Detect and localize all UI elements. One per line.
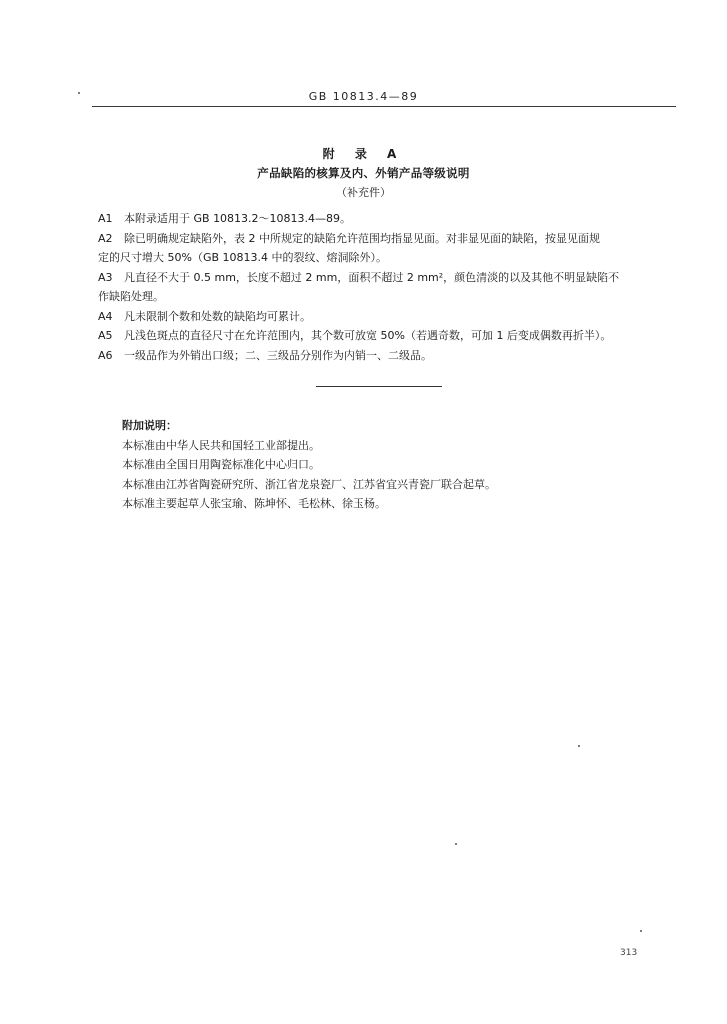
additional-note-line: 本标准由全国日用陶瓷标准化中心归口。 — [122, 458, 320, 471]
appendix-title: 附 录 A — [322, 147, 405, 161]
clause-text: 作缺陷处理。 — [98, 290, 164, 303]
clause-text: 定的尺寸增大 50%（GB 10813.4 中的裂纹、熔洞除外）。 — [98, 251, 387, 264]
additional-note-line: 本标准由江苏省陶瓷研究所、浙江省龙泉瓷厂、江苏省宜兴青瓷厂联合起草。 — [122, 477, 496, 491]
clause-text: 凡浅色斑点的直径尺寸在允许范围内，其个数可放宽 50%（若遇奇数，可加 1 后变成偶数再折半）。 — [124, 329, 612, 342]
header-rule — [92, 106, 676, 107]
appendix-note: （补充件） — [336, 186, 391, 199]
additional-notes — [122, 416, 642, 514]
additional-note-line: 本标准主要起草人张宝瑜、陈坤怀、毛松林、徐玉杨。 — [122, 497, 386, 510]
additional-note-line: 本标准由中华人民共和国轻工业部提出。 — [122, 438, 320, 452]
page-number: 313 — [620, 948, 638, 958]
clause-text: 凡直径不大于 0.5 mm，长度不超过 2 mm，面积不超过 2 mm²，颜色清淡的以及其他不明显缺陷不 — [124, 270, 620, 284]
clause-a6 — [98, 346, 670, 366]
clause-number: A6 — [98, 348, 113, 362]
clause-a1 — [98, 209, 670, 229]
appendix-subtitle: 产品缺陷的核算及内、外销产品等级说明 — [257, 166, 470, 180]
clause-text: 一级品作为外销出口级；二、三级品分别作为内销一、二级品。 — [124, 348, 432, 362]
clause-a2-continued — [98, 248, 670, 268]
clause-text: 本附录适用于 GB 10813.2～10813.4—89。 — [124, 212, 352, 225]
clause-number: A5 — [98, 329, 113, 342]
clause-a5 — [98, 326, 670, 346]
clause-a2 — [98, 229, 670, 249]
clause-a3-continued — [98, 287, 670, 307]
clause-number: A2 — [98, 231, 113, 245]
additional-notes-heading: 附加说明： — [122, 419, 177, 432]
clause-text: 除已明确规定缺陷外，表 2 中所规定的缺陷允许范围均指显见面。对非显见面的缺陷，按显见面规 — [124, 231, 600, 245]
clause-number: A4 — [98, 309, 113, 323]
scan-speck — [578, 745, 580, 747]
clause-number: A3 — [98, 270, 113, 284]
clause-number: A1 — [98, 212, 113, 225]
page-header: GB 10813.4—89 — [308, 90, 419, 103]
clause-list — [98, 209, 670, 365]
clause-text: 凡未限制个数和处数的缺陷均可累计。 — [124, 309, 311, 323]
scan-speck — [455, 843, 457, 845]
scan-speck — [640, 930, 642, 932]
clause-a3 — [98, 268, 670, 288]
clause-a4 — [98, 307, 670, 327]
section-divider — [316, 386, 442, 387]
scan-speck — [78, 92, 80, 94]
